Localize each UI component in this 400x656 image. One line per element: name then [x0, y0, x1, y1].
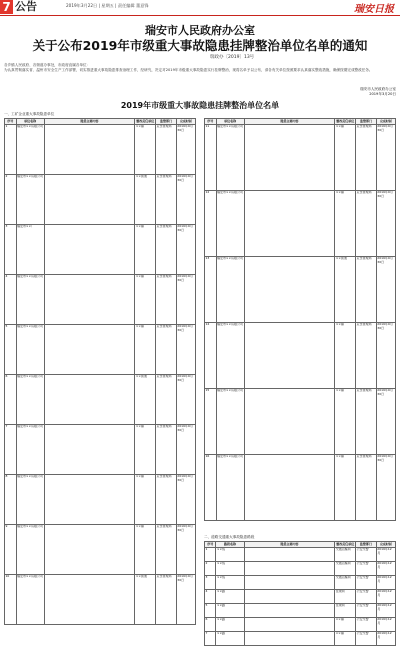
unit-name: ××线: [216, 547, 244, 561]
responsible-unit: ××镇: [135, 124, 156, 174]
section-name: 公告: [15, 0, 37, 13]
unit-name: ××线: [216, 561, 244, 575]
table-row: [205, 190, 396, 256]
deadline: 2019年9月30日: [176, 274, 195, 324]
hazard-content: [44, 174, 135, 224]
issue-meta: 2019年3月22日 | 星期五 | 责任编辑 董意锋: [66, 3, 149, 8]
table-row: [5, 424, 196, 474]
hazard-content: [244, 617, 335, 631]
row-number: 3: [205, 575, 216, 589]
deadline: 2019年12月: [376, 603, 395, 617]
unit-name: 瑞安市××有限公司: [216, 454, 244, 520]
unit-name: 瑞安市××有限公司: [16, 424, 44, 474]
table-row: [5, 374, 196, 424]
hazard-content: [44, 224, 135, 274]
column-header: 单位名称: [216, 119, 244, 125]
supervising-dept: 应急管理局: [356, 124, 377, 190]
supervising-dept: 公安交警: [356, 547, 377, 561]
table-row: [5, 274, 196, 324]
hazard-content: [244, 589, 335, 603]
column-header: 路段名称: [216, 542, 244, 548]
supervising-dept: 应急管理局: [356, 190, 377, 256]
row-number: 2: [5, 174, 17, 224]
hazard-content: [244, 124, 335, 190]
deadline: 2019年9月30日: [176, 224, 195, 274]
page-number: 7: [0, 0, 13, 14]
column-header: 整改责任单位: [336, 541, 355, 546]
responsible-unit: 交通运输局: [335, 575, 356, 589]
hazard-content: [44, 574, 135, 624]
supervising-dept: 应急管理局: [156, 274, 177, 324]
row-number: 11: [205, 124, 217, 190]
table-row: [205, 561, 396, 575]
responsible-unit: ××镇: [335, 124, 356, 190]
table-row: [5, 324, 196, 374]
unit-name: 瑞安市××有限公司: [216, 124, 244, 190]
supervising-dept: 应急管理局: [356, 454, 377, 520]
row-number: 7: [205, 631, 216, 645]
supervising-dept: 应急管理局: [156, 424, 177, 474]
supervising-dept: 应急管理局: [156, 174, 177, 224]
supervising-dept: 应急管理局: [356, 256, 377, 322]
unit-name: 瑞安市××有限公司: [16, 474, 44, 524]
body-line: 各乡镇人民政府、各街道办事处，市政府直属各单位：: [4, 63, 91, 67]
supervising-dept: 应急管理局: [156, 574, 177, 624]
supervising-dept: 公安交警: [356, 631, 377, 645]
row-number: 13: [205, 256, 217, 322]
bottom-table-caption: 二、道路交通重大事故隐患路段: [204, 535, 255, 539]
header-rule: [0, 15, 400, 16]
deadline: 2019年9月30日: [176, 524, 195, 574]
unit-name: 瑞安市××有限公司: [16, 124, 44, 174]
responsible-unit: ××镇: [135, 474, 156, 524]
table-row: [5, 574, 196, 624]
deadline: 2019年12月: [376, 575, 395, 589]
row-number: 6: [205, 617, 216, 631]
table-row: [205, 617, 396, 631]
responsible-unit: 交通运输局: [335, 561, 356, 575]
row-number: 4: [205, 589, 216, 603]
responsible-unit: ××镇: [335, 388, 356, 454]
deadline: 2019年9月30日: [376, 388, 395, 454]
responsible-unit: 住建局: [335, 589, 356, 603]
notice-title: 关于公布2019年市级重大事故隐患挂牌整治单位名单的通知: [32, 38, 368, 53]
column-header: 完成时间: [376, 542, 395, 548]
row-number: 6: [5, 374, 17, 424]
responsible-unit: 住建局: [335, 603, 356, 617]
column-header: 序号: [5, 119, 17, 125]
deadline: 2019年9月30日: [176, 574, 195, 624]
row-number: 10: [5, 574, 17, 624]
table-row: [205, 388, 396, 454]
deadline: 2019年9月30日: [376, 190, 395, 256]
column-header: 序号: [205, 542, 216, 548]
hazard-content: [44, 474, 135, 524]
notice-issuer: 瑞安市人民政府办公室: [145, 24, 255, 37]
responsible-unit: ××镇: [335, 617, 356, 631]
column-header: 隐患主要内容: [244, 542, 335, 548]
table-row: [205, 575, 396, 589]
row-number: 15: [205, 388, 217, 454]
responsible-unit: ××镇: [335, 190, 356, 256]
deadline: 2019年9月30日: [176, 174, 195, 224]
table-row: [205, 603, 396, 617]
deadline: 2019年9月30日: [176, 424, 195, 474]
row-number: 8: [5, 474, 17, 524]
unit-name: ××路: [216, 589, 244, 603]
column-header: 整改责任单位: [336, 118, 355, 123]
row-number: 16: [205, 454, 217, 520]
signature-date: 2019年3月20日: [369, 92, 396, 96]
deadline: 2019年9月30日: [176, 324, 195, 374]
column-header: 隐患主要内容: [244, 119, 335, 125]
row-number: 4: [5, 274, 17, 324]
deadline: 2019年9月30日: [376, 256, 395, 322]
table-row: [205, 124, 396, 190]
deadline: 2019年12月: [376, 547, 395, 561]
row-number: 5: [205, 603, 216, 617]
column-header: 单位名称: [16, 119, 44, 125]
table-row: [5, 124, 196, 174]
responsible-unit: ××街道: [135, 574, 156, 624]
list-title: 2019年市级重大事故隐患挂牌整治单位名单: [120, 101, 280, 110]
row-number: 2: [205, 561, 216, 575]
deadline: 2019年9月30日: [376, 124, 395, 190]
unit-name: ××路: [216, 603, 244, 617]
supervising-dept: 公安交警: [356, 561, 377, 575]
table-row: [5, 474, 196, 524]
table-row: [205, 547, 396, 561]
hazard-content: [244, 603, 335, 617]
column-header: 监管部门: [356, 119, 377, 125]
column-header: 完成时间: [376, 119, 395, 125]
table-row: [5, 524, 196, 574]
hazard-content: [244, 454, 335, 520]
left-table: [4, 118, 196, 625]
deadline: 2019年12月: [376, 561, 395, 575]
responsible-unit: ××镇: [335, 631, 356, 645]
unit-name: 瑞安市××有限公司: [16, 524, 44, 574]
column-header: 序号: [205, 119, 217, 125]
column-header: 监管部门: [356, 542, 377, 548]
newspaper-logo: 瑞安日报: [354, 4, 394, 15]
column-header: 监管部门: [156, 119, 177, 125]
responsible-unit: ××镇: [135, 224, 156, 274]
supervising-dept: 公安交警: [356, 617, 377, 631]
table-row: [205, 322, 396, 388]
supervising-dept: 应急管理局: [156, 324, 177, 374]
unit-name: 瑞安市××有限公司: [216, 190, 244, 256]
row-number: 1: [5, 124, 17, 174]
bottom-table: [204, 541, 396, 646]
row-number: 5: [5, 324, 17, 374]
unit-name: ××路: [216, 631, 244, 645]
row-number: 1: [205, 547, 216, 561]
unit-name: 瑞安市××有限公司: [16, 574, 44, 624]
deadline: 2019年9月30日: [376, 454, 395, 520]
unit-name: 瑞安市××有限公司: [16, 274, 44, 324]
responsible-unit: ××镇: [135, 424, 156, 474]
hazard-content: [244, 575, 335, 589]
hazard-content: [244, 256, 335, 322]
table-row: [205, 256, 396, 322]
responsible-unit: ××镇: [135, 524, 156, 574]
supervising-dept: 应急管理局: [356, 388, 377, 454]
supervising-dept: 应急管理局: [156, 374, 177, 424]
responsible-unit: ××街道: [135, 374, 156, 424]
notice-body: [4, 63, 396, 73]
newspaper-header: [0, 0, 400, 14]
supervising-dept: 公安交警: [356, 575, 377, 589]
unit-name: ××线: [216, 575, 244, 589]
responsible-unit: ××镇: [335, 322, 356, 388]
hazard-content: [244, 322, 335, 388]
supervising-dept: 公安交警: [356, 603, 377, 617]
table-row: [5, 224, 196, 274]
column-header: 整改责任单位: [136, 118, 155, 123]
responsible-unit: ××镇: [135, 274, 156, 324]
unit-name: 瑞安市××有限公司: [216, 256, 244, 322]
column-header: 隐患主要内容: [44, 119, 135, 125]
deadline: 2019年9月30日: [176, 124, 195, 174]
unit-name: 瑞安市××有限公司: [216, 388, 244, 454]
hazard-content: [44, 374, 135, 424]
unit-name: 瑞安市××有限公司: [16, 374, 44, 424]
hazard-content: [244, 190, 335, 256]
unit-name: ××路: [216, 617, 244, 631]
signature-block: [330, 87, 396, 97]
table-row: [205, 454, 396, 520]
supervising-dept: 应急管理局: [156, 224, 177, 274]
column-header: 完成时间: [176, 119, 195, 125]
unit-name: 瑞安市××有限公司: [16, 324, 44, 374]
supervising-dept: 应急管理局: [156, 474, 177, 524]
hazard-content: [44, 324, 135, 374]
left-table-caption: 一、工矿企业重大事故隐患单位: [4, 112, 55, 116]
hazard-content: [244, 388, 335, 454]
unit-name: 瑞安市××有限公司: [16, 174, 44, 224]
right-table: [204, 118, 396, 521]
body-line: 为认真贯彻落实省、温州市安全生产工作部署，切实推进重大事故隐患排查治理工作，经研究，决定对2019年市级重大事故隐患实行挂牌整治，现将名单予以公布，请各有关单位按照要求认真落实整改措施，确保按期完成整改任务。: [4, 68, 373, 72]
table-row: [205, 631, 396, 645]
deadline: 2019年12月: [376, 617, 395, 631]
supervising-dept: 应急管理局: [156, 524, 177, 574]
row-number: 3: [5, 224, 17, 274]
document-number: 瑞政办〔2019〕13号: [210, 55, 255, 60]
hazard-content: [44, 524, 135, 574]
responsible-unit: ××镇: [335, 454, 356, 520]
signature: 瑞安市人民政府办公室: [360, 87, 396, 91]
row-number: 9: [5, 524, 17, 574]
supervising-dept: 应急管理局: [356, 322, 377, 388]
row-number: 12: [205, 190, 217, 256]
table-row: [205, 589, 396, 603]
unit-name: 瑞安市××有限公司: [216, 322, 244, 388]
deadline: 2019年9月30日: [176, 474, 195, 524]
deadline: 2019年9月30日: [376, 322, 395, 388]
hazard-content: [244, 631, 335, 645]
unit-name: 瑞安市××厂: [16, 224, 44, 274]
deadline: 2019年12月: [376, 589, 395, 603]
row-number: 14: [205, 322, 217, 388]
hazard-content: [244, 561, 335, 575]
hazard-content: [244, 547, 335, 561]
supervising-dept: 应急管理局: [156, 124, 177, 174]
responsible-unit: ××镇: [135, 324, 156, 374]
hazard-content: [44, 274, 135, 324]
responsible-unit: ××街道: [335, 256, 356, 322]
deadline: 2019年9月30日: [176, 374, 195, 424]
hazard-content: [44, 424, 135, 474]
deadline: 2019年12月: [376, 631, 395, 645]
table-row: [5, 174, 196, 224]
supervising-dept: 公安交警: [356, 589, 377, 603]
responsible-unit: 交通运输局: [335, 547, 356, 561]
row-number: 7: [5, 424, 17, 474]
hazard-content: [44, 124, 135, 174]
responsible-unit: ××街道: [135, 174, 156, 224]
